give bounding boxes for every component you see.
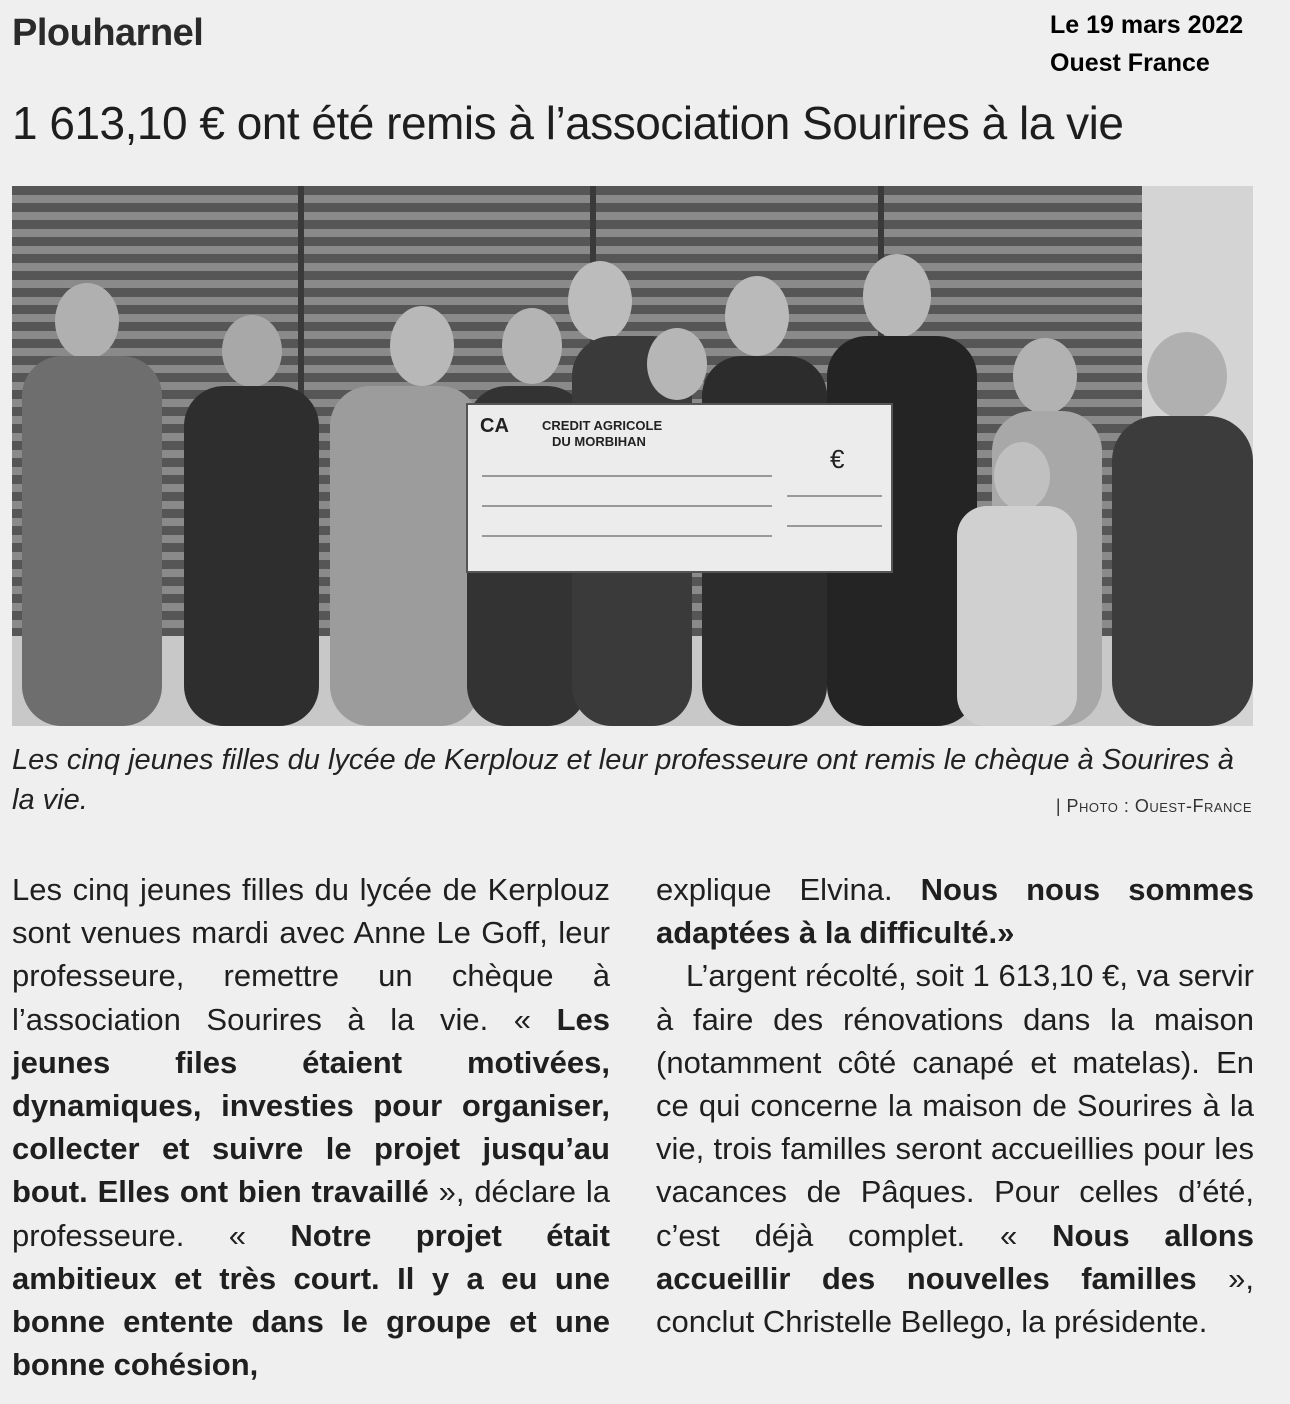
source-info bbox=[1050, 6, 1243, 82]
photo-credit: | Photo : Ouest-France bbox=[1055, 796, 1252, 816]
photo-credit-text: Photo : Ouest-France bbox=[1066, 796, 1252, 816]
p1-quote-student: Notre projet était ambitieux et très court. Il y a eu une bonne entente dans le groupe et une bonne cohésion, bbox=[12, 1217, 610, 1383]
article-paragraph-1 bbox=[12, 868, 610, 1386]
cheque-currency: € bbox=[830, 444, 845, 474]
article-column-1 bbox=[12, 868, 610, 1386]
publication-name: Ouest France bbox=[1050, 49, 1210, 77]
p1-quote-teacher: Les jeunes files étaient motivées, dynamiques, investies pour organiser, collecter et suivre le projet jusqu’au bout. Elles ont bien travaillé bbox=[12, 1001, 610, 1210]
p1-student-attribution: explique Elvina. bbox=[656, 872, 893, 907]
p2-body: L’argent récolté, soit 1 613,10 €, va servir à faire des rénovations dans la maison (notamment côté canapé et matelas). En ce qui concerne la maison de Sourires à la vie, trois familles seront accueillies pour les vacances de Pâques. Pour celles d’été, c’est déjà complet. « bbox=[656, 958, 1254, 1253]
p1-attribution: », déclare la professeure. « bbox=[12, 1174, 610, 1253]
article-photo bbox=[12, 186, 1253, 726]
cheque-bank-line1: CREDIT AGRICOLE bbox=[542, 418, 663, 433]
svg-text:CA: CA bbox=[480, 415, 509, 437]
locality-heading: Plouharnel bbox=[12, 12, 204, 54]
cheque-bank-line2: DU MORBIHAN bbox=[552, 434, 646, 449]
article-column-2 bbox=[656, 868, 1254, 1343]
p1-intro: Les cinq jeunes filles du lycée de Kerplouz sont venues mardi avec Anne Le Goff, leur professeure, remettre un chèque à l’association Sourires à la vie. « bbox=[12, 872, 610, 1037]
photo-caption: Les cinq jeunes filles du lycée de Kerplouz et leur professeure ont remis le chèque à Sourires à la vie. bbox=[12, 744, 1234, 816]
p1-quote-student-end: Nous nous sommes adaptées à la difficulté.» bbox=[656, 872, 1254, 951]
p2-attribution: », conclut Christelle Bellego, la présidente. bbox=[656, 1260, 1254, 1340]
article-paragraph-1-cont bbox=[656, 868, 1254, 954]
article-headline: 1 613,10 € ont été remis à l’association Sourires à la vie bbox=[12, 97, 1124, 149]
article-paragraph-2 bbox=[656, 954, 1254, 1343]
publication-date: Le 19 mars 2022 bbox=[1050, 11, 1244, 39]
p2-quote-president: Nous allons accueillir des nouvelles familles bbox=[656, 1217, 1254, 1296]
